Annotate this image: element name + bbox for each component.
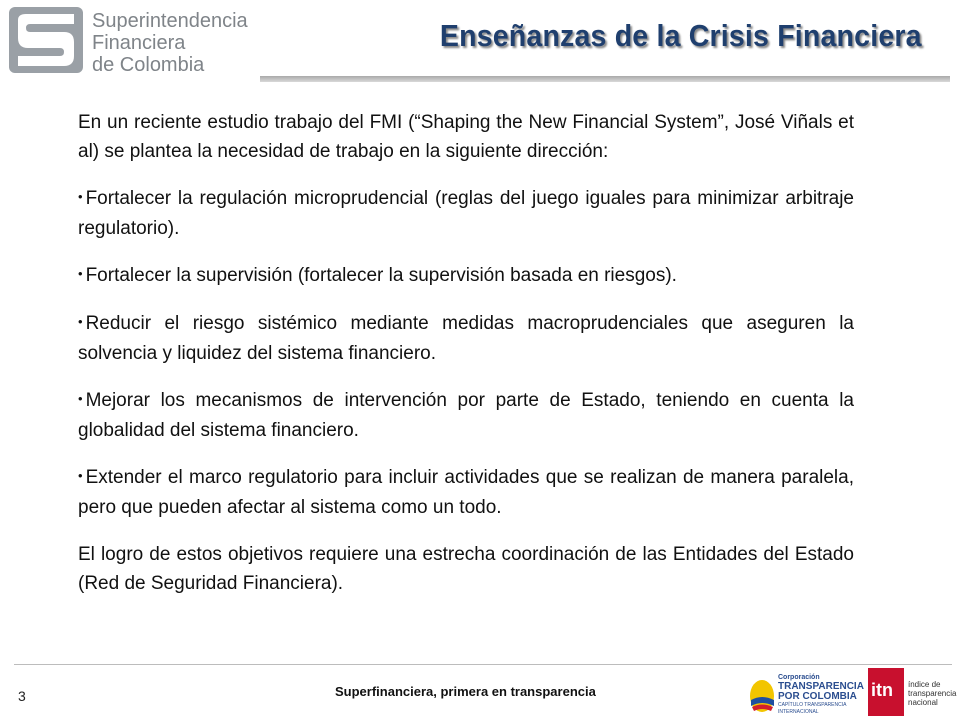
bullet-item xyxy=(78,184,854,243)
slide-title: Enseñanzas de la Crisis Financiera xyxy=(440,18,922,53)
logo-line-2: Financiera xyxy=(92,32,186,54)
intro-paragraph: En un reciente estudio trabajo del FMI (“Shaping the New Financial System”, José Viñals et al) se plantea la necesidad de trabajo en la siguiente dirección: xyxy=(78,112,854,162)
bullet-icon: • xyxy=(78,468,83,483)
transparencia-small-bottom: CAPÍTULO TRANSPARENCIA INTERNACIONAL xyxy=(778,702,847,715)
itn-line-1: índice de xyxy=(908,680,941,689)
superfinanciera-s-logo-icon xyxy=(8,6,84,74)
itn-mark-text: itn xyxy=(871,680,893,700)
bullet-item xyxy=(78,261,854,291)
bullet-icon: • xyxy=(78,266,83,281)
bullet-text: Fortalecer la regulación microprudencial (reglas del juego iguales para minimizar arbitraje regulatorio). xyxy=(78,188,854,239)
itn-line-2: transparencia xyxy=(908,689,957,698)
logo-line-3: de Colombia xyxy=(92,54,205,76)
itn-wordmark xyxy=(908,680,956,707)
bullet-icon: • xyxy=(78,391,83,406)
logo-line-1: Superintendencia xyxy=(92,10,248,32)
logo-wordmark xyxy=(92,10,248,76)
bullet-item xyxy=(78,463,854,522)
footer-divider xyxy=(14,664,952,665)
page-number: 3 xyxy=(18,688,26,704)
transparencia-flag-icon xyxy=(748,676,776,716)
title-underline-bar xyxy=(260,76,950,82)
transparencia-line-1: TRANSPARENCIA xyxy=(778,681,864,692)
transparencia-line-2: POR COLOMBIA xyxy=(778,691,857,702)
bullet-item xyxy=(78,309,854,368)
transparencia-wordmark xyxy=(778,674,864,716)
transparencia-small-top: Corporación xyxy=(778,674,820,681)
footer-tagline: Superfinanciera, primera en transparencia xyxy=(335,684,596,699)
slide-content xyxy=(78,108,854,616)
conclusion-paragraph: El logro de estos objetivos requiere una estrecha coordinación de las Entidades del Estado (Red de Seguridad Financiera). xyxy=(78,544,854,594)
superfinanciera-logo xyxy=(8,6,248,76)
itn-logo xyxy=(866,668,960,720)
bullet-text: Extender el marco regulatorio para incluir actividades que se realizan de manera paralela, pero que pueden afectar al sistema como un todo. xyxy=(78,467,854,518)
bullet-icon: • xyxy=(78,189,83,204)
bullet-icon: • xyxy=(78,314,83,329)
bullet-text: Mejorar los mecanismos de intervención por parte de Estado, teniendo en cuenta la globalidad del sistema financiero. xyxy=(78,390,854,441)
bullet-text: Reducir el riesgo sistémico mediante medidas macroprudenciales que aseguren la solvencia y liquidez del sistema financiero. xyxy=(78,313,854,364)
bullet-item xyxy=(78,386,854,445)
bullet-text: Fortalecer la supervisión (fortalecer la supervisión basada en riesgos). xyxy=(85,265,677,286)
itn-mark-icon xyxy=(868,668,904,716)
transparencia-por-colombia-logo xyxy=(748,672,864,718)
itn-line-3: nacional xyxy=(908,698,938,707)
